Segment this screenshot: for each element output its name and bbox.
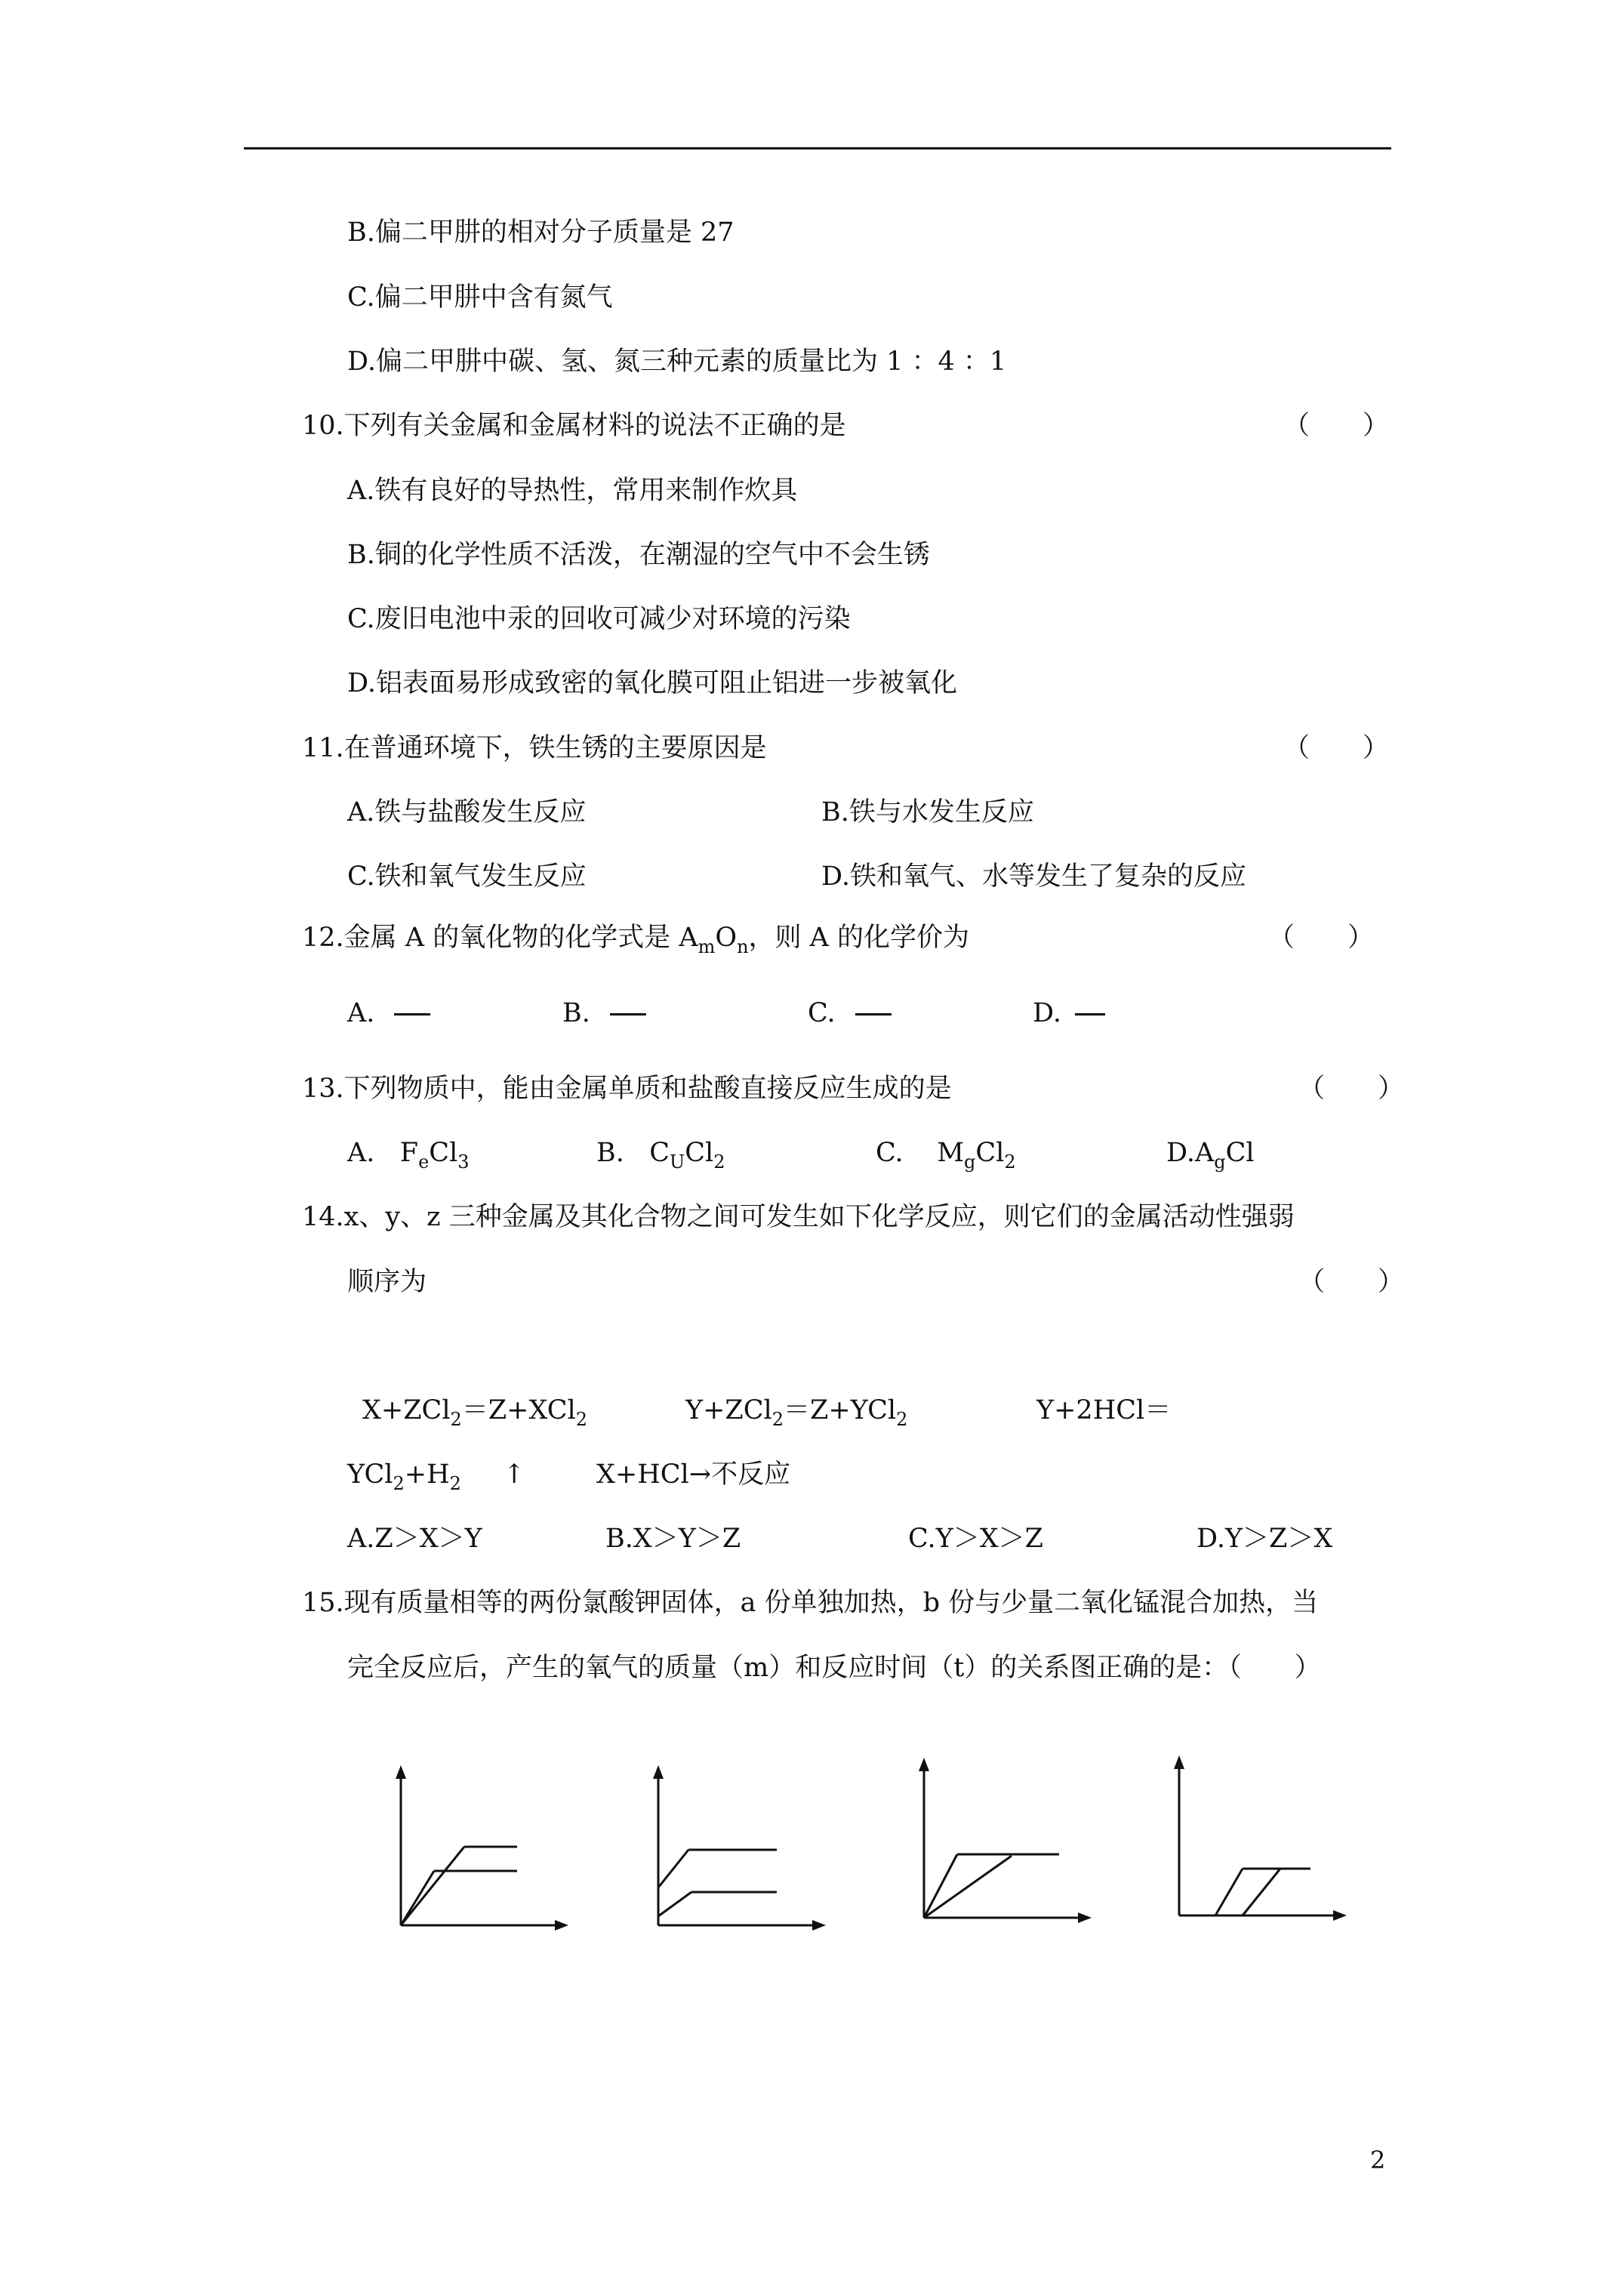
q14-eq1-sub2: 2 — [575, 1409, 588, 1430]
q15-graph-a — [389, 1765, 570, 1939]
q13-d-sub-g: g — [1214, 1151, 1226, 1173]
q12-oxygen: O — [715, 923, 738, 953]
x-axis-arrowhead — [555, 1920, 568, 1931]
q14-stem-line2: 顺序为 — [347, 1267, 427, 1297]
q10-stem: 10.下列有关金属和金属材料的说法不正确的是 — [302, 411, 846, 441]
q14-equation-1 — [362, 1394, 587, 1429]
q13-option-b — [596, 1136, 725, 1172]
q12-option-b-label: B. — [562, 998, 590, 1028]
q13-b-cl: Cl — [685, 1138, 714, 1168]
q12-stem — [302, 921, 969, 957]
q13-a-f: F — [399, 1138, 419, 1168]
q14-equation-3-right — [347, 1458, 525, 1493]
q14-eq2-sub1: 2 — [771, 1409, 784, 1430]
q13-option-a-label: A. — [347, 1138, 375, 1168]
x-axis-arrowhead — [812, 1920, 826, 1931]
q14-equation-2 — [685, 1394, 907, 1429]
q11-option-b: B.铁与水发生反应 — [821, 797, 1034, 827]
q12-stem-tail: ，则 A 的化学价为 — [748, 923, 970, 953]
curve-slow — [401, 1871, 434, 1925]
q13-b-sub-2: 2 — [713, 1151, 725, 1173]
q12-option-a-fraction-bar — [394, 1013, 430, 1015]
q15-graph-c — [912, 1758, 1093, 1931]
q12-option-d — [1033, 997, 1105, 1030]
q14-equation-4: X+HCl→不反应 — [596, 1459, 791, 1490]
q10-option-b: B.铜的化学性质不活泼，在潮湿的空气中不会生锈 — [347, 540, 930, 570]
q15-stem-line2: 完全反应后，产生的氧气的质量（m）和反应时间（t）的关系图正确的是：（ ） — [347, 1653, 1321, 1683]
y-axis-arrowhead — [1174, 1755, 1184, 1769]
q11-stem: 11.在普通环境下，铁生锈的主要原因是 — [302, 733, 767, 763]
q13-b-c: C — [649, 1138, 670, 1168]
q14-eq2-right: ＝Z+YCl — [784, 1395, 897, 1425]
q12-option-d-label: D. — [1033, 998, 1061, 1028]
q14-eq1-sub1: 2 — [450, 1409, 462, 1430]
curve-fast — [658, 1850, 688, 1888]
q10-option-c: C.废旧电池中汞的回收可减少对环境的污染 — [347, 604, 851, 634]
q13-a-cl: Cl — [429, 1138, 458, 1168]
q14-option-b: B.X＞Y＞Z — [605, 1524, 741, 1554]
q12-option-b-fraction-bar — [610, 1013, 646, 1015]
curve-fast — [924, 1854, 957, 1918]
q13-option-b-label: B. — [596, 1138, 624, 1168]
page-number: 2 — [1370, 2146, 1386, 2174]
q12-option-c-label: C. — [808, 998, 836, 1028]
q12-stem-text: 12.金属 A 的氧化物的化学式是 A — [302, 923, 698, 953]
q13-c-sub-g: g — [964, 1151, 976, 1173]
q13-stem: 13.下列物质中，能由金属单质和盐酸直接反应生成的是 — [302, 1074, 952, 1104]
q13-option-c-formula — [937, 1138, 1016, 1173]
q14-eq3-h: +H — [404, 1459, 450, 1490]
q13-option-c — [876, 1136, 1016, 1172]
q13-option-d-label: D.A — [1166, 1138, 1215, 1168]
q12-answer-paren: （ ） — [1268, 923, 1375, 953]
q10-answer-paren: （ ） — [1283, 411, 1390, 441]
q9-option-c: C.偏二甲肼中含有氮气 — [347, 282, 613, 313]
q14-option-c: C.Y＞X＞Z — [908, 1524, 1043, 1554]
q15-graph-d — [1167, 1755, 1348, 1929]
q14-eq1-right: ＝Z+XCl — [461, 1395, 576, 1425]
y-axis-arrowhead — [396, 1765, 406, 1779]
q14-eq2-left: Y+ZCl — [685, 1395, 772, 1425]
q13-c-m: M — [937, 1138, 965, 1168]
q14-eq3-ycl: YCl — [347, 1459, 393, 1490]
curve-fast — [1215, 1869, 1243, 1915]
q12-option-b — [562, 997, 646, 1030]
q13-option-d — [1166, 1136, 1255, 1172]
q14-eq3-sub2: 2 — [449, 1473, 461, 1494]
q12-option-a — [347, 997, 430, 1030]
q11-option-a: A.铁与盐酸发生反应 — [347, 797, 587, 827]
q14-stem-line1: 14.x、y、z 三种金属及其化合物之间可发生如下化学反应，则它们的金属活动性强弱 — [302, 1202, 1295, 1232]
q11-option-c: C.铁和氧气发生反应 — [347, 861, 587, 892]
curve-slow — [1243, 1869, 1280, 1915]
q14-option-a: A.Z＞X＞Y — [347, 1524, 482, 1554]
q13-a-sub-3: 3 — [457, 1151, 470, 1173]
q13-option-a — [347, 1136, 470, 1172]
q12-option-c — [808, 997, 892, 1030]
q10-option-a: A.铁有良好的导热性，常用来制作炊具 — [347, 476, 798, 506]
q13-option-a-formula — [399, 1138, 470, 1173]
q13-c-cl: Cl — [975, 1138, 1005, 1168]
q12-option-a-label: A. — [347, 998, 375, 1028]
q13-d-cl: Cl — [1225, 1138, 1255, 1168]
q15-graph-b — [646, 1765, 827, 1939]
q12-option-c-fraction-bar — [855, 1013, 892, 1015]
y-axis-arrowhead — [919, 1758, 929, 1771]
q11-option-d: D.铁和氧气、水等发生了复杂的反应 — [821, 861, 1246, 892]
q12-option-d-fraction-bar — [1075, 1013, 1105, 1015]
q13-c-sub-2: 2 — [1004, 1151, 1016, 1173]
q14-option-d: D.Y＞Z＞X — [1196, 1524, 1333, 1554]
x-axis-arrowhead — [1333, 1910, 1347, 1921]
q13-a-sub-e: e — [418, 1151, 430, 1173]
q14-equation-3-left: Y+2HCl＝ — [1036, 1395, 1172, 1425]
q9-option-d: D.偏二甲肼中碳、氢、氮三种元素的质量比为 1 ：4 ：1 — [347, 347, 1007, 377]
gas-up-arrow-icon: ↑ — [503, 1459, 525, 1490]
q13-option-b-formula — [649, 1138, 725, 1173]
y-axis-arrowhead — [653, 1765, 664, 1779]
q13-option-c-label: C. — [876, 1138, 904, 1168]
q15-stem-line1: 15.现有质量相等的两份氯酸钾固体，a 份单独加热，b 份与少量二氧化锰混合加热，当 — [302, 1588, 1319, 1618]
q12-subscript-m: m — [698, 936, 716, 957]
q14-eq2-sub2: 2 — [896, 1409, 908, 1430]
q14-eq3-sub1: 2 — [393, 1473, 405, 1494]
q13-answer-paren: （ ） — [1298, 1074, 1405, 1104]
q10-option-d: D.铝表面易形成致密的氧化膜可阻止铝进一步被氧化 — [347, 668, 957, 698]
q12-subscript-n: n — [737, 936, 749, 957]
curve-fast — [401, 1847, 464, 1925]
curve-slow — [658, 1892, 691, 1916]
x-axis-arrowhead — [1078, 1912, 1092, 1923]
q13-b-sub-u: U — [670, 1151, 685, 1173]
q14-eq1-left: X+ZCl — [362, 1395, 451, 1425]
q11-answer-paren: （ ） — [1283, 733, 1390, 763]
q14-answer-paren: （ ） — [1298, 1267, 1405, 1297]
curve-slow — [924, 1856, 1012, 1918]
q9-option-b: B.偏二甲肼的相对分子质量是 27 — [347, 217, 735, 248]
header-rule — [244, 147, 1391, 149]
